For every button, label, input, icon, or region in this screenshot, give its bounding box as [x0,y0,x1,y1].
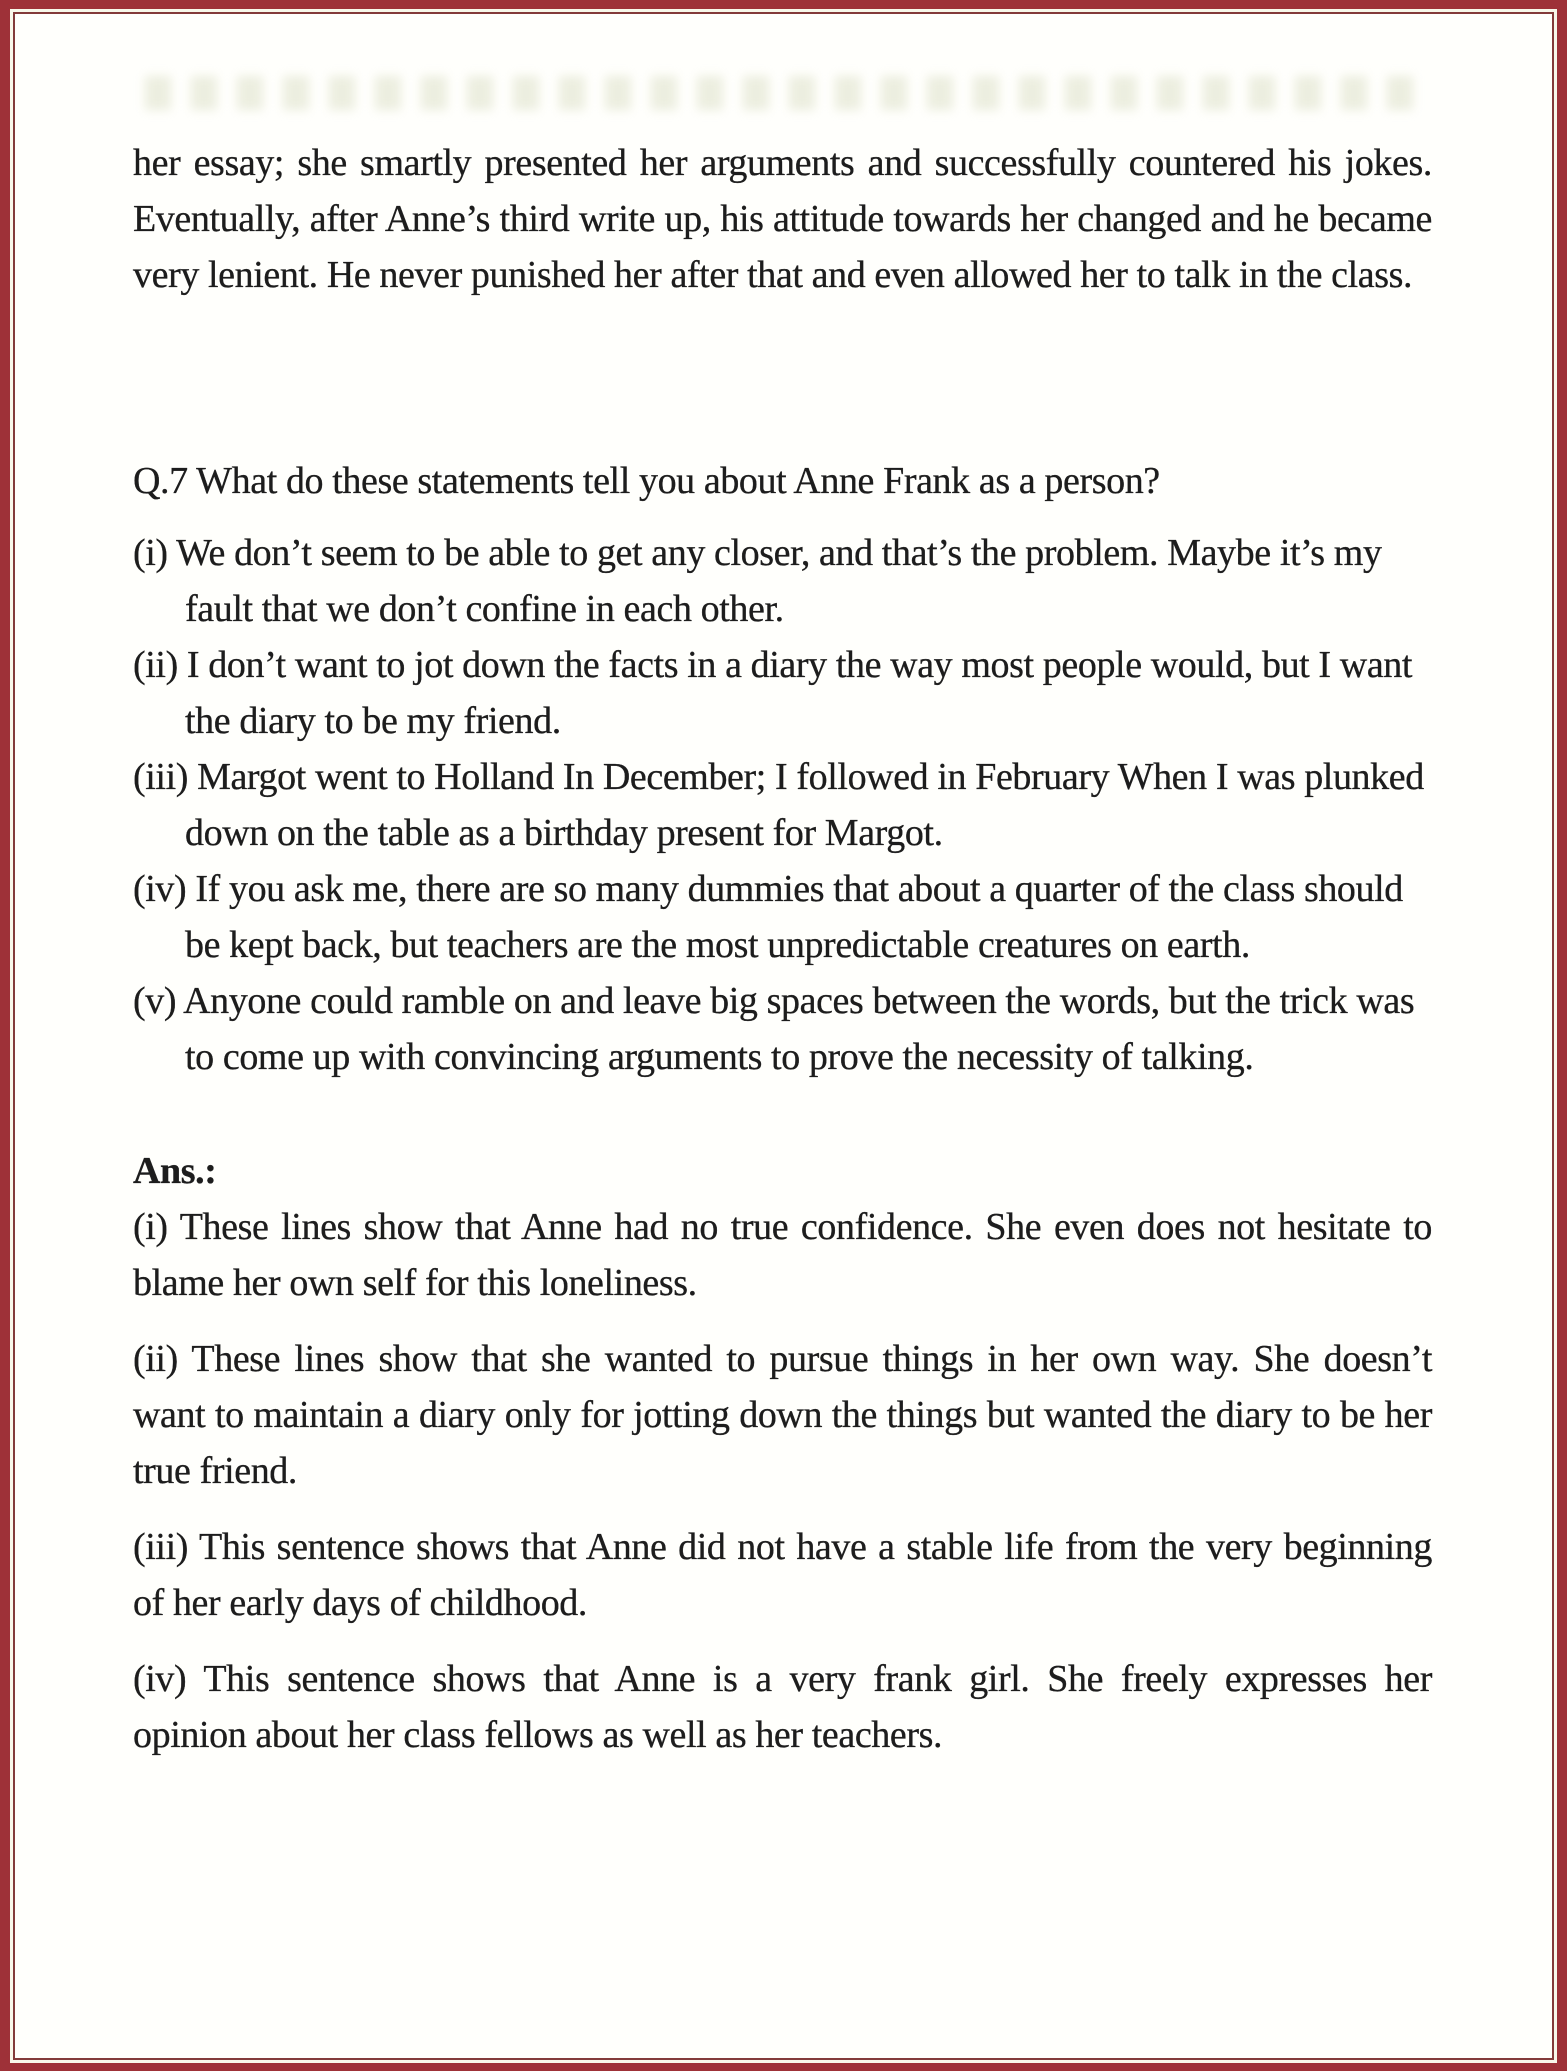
page-content [15,14,1552,1763]
answer-item-2: (ii) These lines show that she wanted to pursue things in her own way. She doesn’t want to maintain a diary only for jotting down the things but wanted the diary to be her true friend. [133,1338,1432,1492]
inner-border-frame [13,12,1554,2060]
answer-item-3: (iii) This sentence shows that Anne did not have a stable life from the very beginning of her early days of childhood. [133,1526,1432,1624]
question-q7: Q.7 What do these statements tell you about Anne Frank as a person? [133,460,1160,502]
statement-item-3: (iii) Margot went to Holland In December; I followed in February When I was plunked down on the table as a birthday present for Margot. [133,756,1424,854]
statement-item-2: (ii) I don’t want to jot down the facts in a diary the way most people would, but I want the diary to be my friend. [133,644,1413,742]
statement-item-1: (i) We don’t seem to be able to get any closer, and that’s the problem. Maybe it’s my fault that we don’t confine in each other. [133,532,1382,630]
answer-item-1: (i) These lines show that Anne had no true confidence. She even does not hesitate to blame her own self for this loneliness. [133,1206,1432,1304]
statement-item-5: (v) Anyone could ramble on and leave big spaces between the words, but the trick was to come up with convincing arguments to prove the necessity of talking. [133,980,1415,1078]
answer-item-4: (iv) This sentence shows that Anne is a very frank girl. She freely expresses her opinion about her class fellows as well as her teachers. [133,1658,1432,1756]
statement-item-4: (iv) If you ask me, there are so many dummies that about a quarter of the class should be kept back, but teachers are the most unpredictable creatures on earth. [133,868,1403,966]
answers-list [133,1199,1432,1763]
border-gap [10,9,1557,2063]
answer-heading: Ans.: [133,1150,217,1192]
statements-list [133,525,1432,1085]
intro-paragraph: her essay; she smartly presented her arguments and successfully countered his jokes. Eventually, after Anne’s third write up, his attitude towards her changed and he became very lenient. He never punished her after that and even allowed her to talk in the class. [133,142,1432,296]
